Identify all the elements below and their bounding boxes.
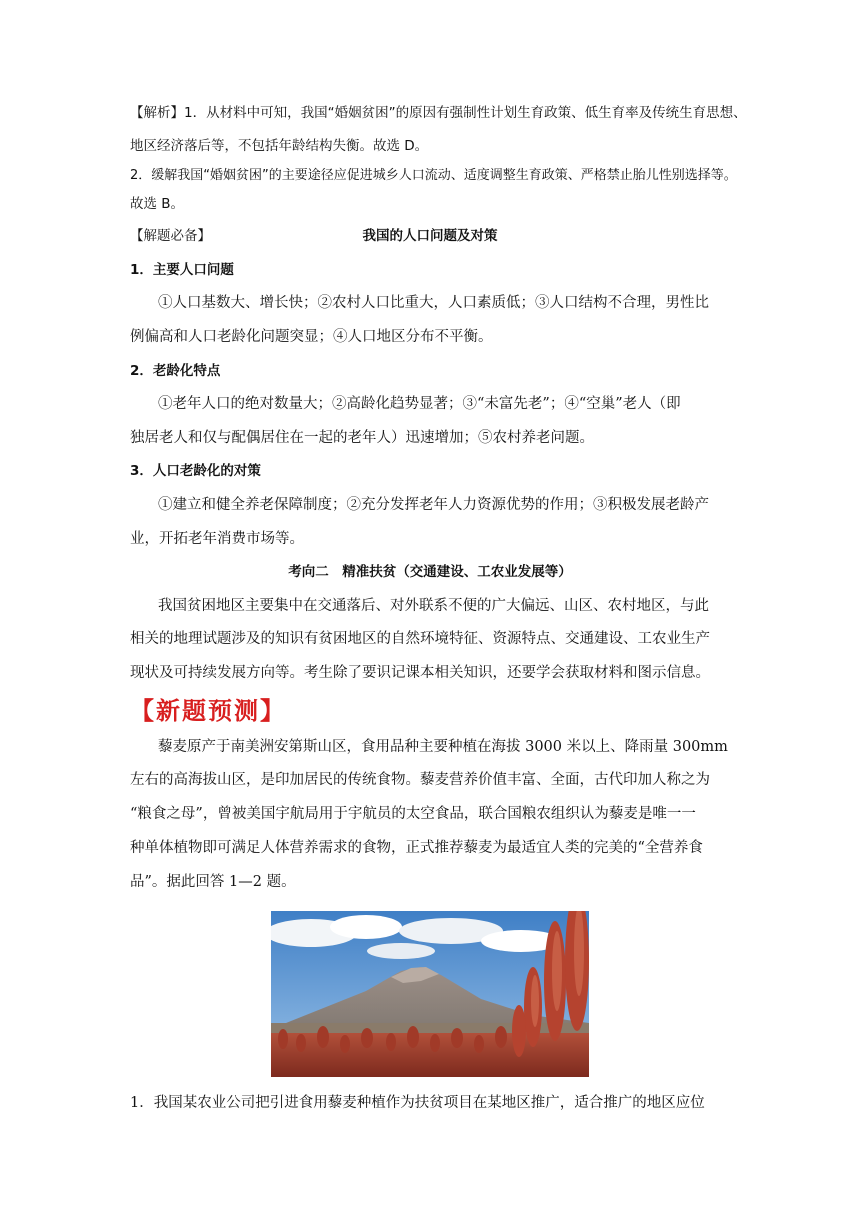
- section-1-heading: 1．主要人口问题: [130, 262, 234, 278]
- section-1-line-2: 例偏高和人口老龄化问题突显；④人口地区分布不平衡。: [130, 329, 493, 345]
- material-line-2: 左右的高海拔山区，是印加居民的传统食物。藜麦营养价值丰富、全面，古代印加人称之为: [130, 772, 710, 788]
- section-3-line-1: ①建立和健全养老保障制度；②充分发挥老年人力资源优势的作用；③积极发展老龄产: [158, 497, 709, 513]
- direction-title: 考向二 精准扶贫（交通建设、工农业发展等）: [288, 564, 572, 580]
- essentials-title: 我国的人口问题及对策: [362, 228, 498, 244]
- material-line-3: “粮食之母”，曾被美国宇航局用于宇航员的太空食品，联合国粮农组织认为藜麦是唯一一: [130, 806, 696, 822]
- question-1-line-1: 1．我国某农业公司把引进食用藜麦种植作为扶贫项目在某地区推广，适合推广的地区应位: [130, 1095, 705, 1111]
- essentials-tag: 【解题必备】: [130, 228, 211, 244]
- direction-line-3: 现状及可持续发展方向等。考生除了要识记课本相关知识，还要学会获取材料和图示信息。: [130, 665, 710, 681]
- analysis-line-2: 地区经济落后等，不包括年龄结构失衡。故选 D。: [130, 138, 429, 154]
- material-line-4: 种单体植物即可满足人体营养需求的食物，正式推荐藜麦为最适宜人类的完美的“全营养食: [130, 840, 703, 856]
- analysis-line-4: 故选 B。: [130, 196, 185, 212]
- material-line-5: 品”。据此回答 1—2 题。: [130, 874, 296, 890]
- section-3-heading: 3．人口老龄化的对策: [130, 463, 261, 479]
- new-question-banner: 【新题预测】: [130, 697, 286, 725]
- quinoa-mountain-photo: [271, 911, 589, 1077]
- essentials-heading-row: [130, 226, 730, 246]
- section-2-line-2: 独居老人和仅与配偶居住在一起的老年人）迅速增加；⑤农村养老问题。: [130, 430, 594, 446]
- analysis-line-3: 2．缓解我国“婚姻贫困”的主要途径应促进城乡人口流动、适度调整生育政策、严格禁止胎儿性别选择等。: [130, 168, 737, 183]
- analysis-tag: 【解析】: [130, 105, 184, 121]
- material-line-1: 藜麦原产于南美洲安第斯山区，食用品种主要种植在海拔 3000 米以上、降雨量 300mm: [158, 739, 728, 755]
- section-1-line-1: ①人口基数大、增长快；②农村人口比重大，人口素质低；③人口结构不合理，男性比: [158, 295, 709, 311]
- direction-line-1: 我国贫困地区主要集中在交通落后、对外联系不便的广大偏远、山区、农村地区，与此: [158, 598, 709, 614]
- analysis-line-1: 【解析】1．从材料中可知，我国“婚姻贫困”的原因有强制性计划生育政策、低生育率及传统生育思想、: [130, 105, 747, 121]
- quinoa-mountain-illustration: [271, 911, 589, 1077]
- section-2-line-1: ①老年人口的绝对数量大；②高龄化趋势显著；③“未富先老”；④“空巢”老人（即: [158, 396, 681, 412]
- section-2-heading: 2．老龄化特点: [130, 363, 221, 379]
- direction-line-2: 相关的地理试题涉及的知识有贫困地区的自然环境特征、资源特点、交通建设、工农业生产: [130, 631, 710, 647]
- section-3-line-2: 业，开拓老年消费市场等。: [130, 531, 304, 547]
